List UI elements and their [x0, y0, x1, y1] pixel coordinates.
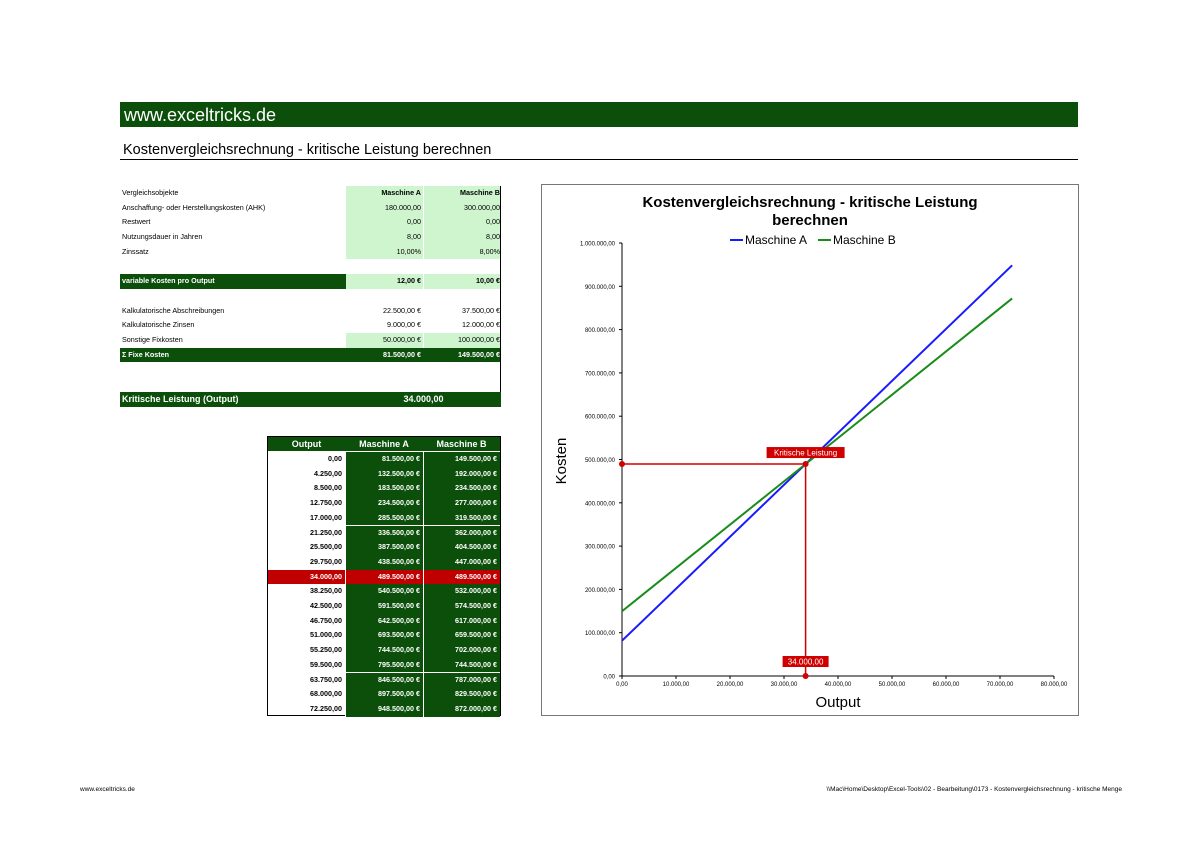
param-label: Kalkulatorische Abschreibungen: [122, 305, 225, 315]
legend-label: Maschine B: [833, 233, 896, 247]
param-row: [120, 304, 501, 319]
critical-x-label: 34.000,00: [787, 657, 824, 667]
cell-machine-b: 829.500,00 €: [423, 687, 500, 702]
cell-machine-b: 702.000,00 €: [423, 643, 500, 658]
page-title: Kostenvergleichsrechnung - kritische Leistung berechnen: [120, 142, 1078, 160]
cell-output: 72.250,00: [310, 703, 342, 713]
table-row: [268, 673, 500, 688]
param-value-b: [424, 289, 501, 304]
param-label: Nutzungsdauer in Jahren: [122, 232, 203, 242]
critical-point: [803, 461, 809, 467]
cell-output: 4.250,00: [314, 468, 342, 478]
table-row: [268, 584, 500, 599]
param-label: [120, 259, 346, 274]
param-label: Kalkulatorische Zinsen: [122, 320, 195, 330]
cell-output: 29.750,00: [310, 556, 342, 566]
param-row: [120, 348, 501, 363]
cell-machine-a: 132.500,00 €: [345, 467, 423, 482]
cost-table: [267, 436, 501, 716]
legend-label: Maschine A: [745, 233, 808, 247]
param-value-b: 8,00: [424, 230, 501, 245]
cell-machine-b: 574.500,00 €: [423, 599, 500, 614]
param-row: [120, 215, 501, 230]
y-axis-title: Kosten: [553, 437, 570, 485]
critical-output-value: 34.000,00: [403, 394, 444, 404]
critical-y-marker: [619, 461, 625, 467]
table-row: [268, 467, 500, 482]
param-value-b: 10,00 €: [424, 274, 501, 289]
cell-machine-a: 489.500,00 €: [345, 570, 423, 585]
y-tick-label: 400.000,00: [584, 501, 615, 508]
x-tick-label: 10.000,00: [662, 682, 690, 688]
table-row: [268, 599, 500, 614]
table-row-critical: [268, 570, 500, 585]
cell-machine-b: 319.500,00 €: [423, 511, 500, 526]
x-tick-label: 30.000,00: [770, 682, 798, 688]
table-row: [268, 496, 500, 511]
x-tick-label: 60.000,00: [932, 682, 960, 688]
cell-output: 17.000,00: [310, 512, 342, 522]
cell-machine-b: 149.500,00 €: [423, 452, 500, 467]
cell-machine-a: 183.500,00 €: [345, 481, 423, 496]
x-tick-label: 0,00: [616, 682, 628, 688]
cell-machine-b: 489.500,00 €: [423, 570, 500, 585]
cell-machine-a: 642.500,00 €: [345, 614, 423, 629]
cell-machine-b: 277.000,00 €: [423, 496, 500, 511]
param-value-b: 300.000,00: [424, 201, 501, 216]
cell-machine-b: 744.500,00 €: [423, 658, 500, 673]
param-label: Anschaffung- oder Herstellungskosten (AHK): [122, 202, 266, 212]
param-value-b: 8,00%: [424, 245, 501, 260]
param-row: [120, 245, 501, 260]
table-row: [268, 481, 500, 496]
param-value-b: [424, 259, 501, 274]
cell-machine-a: 693.500,00 €: [345, 628, 423, 643]
cell-machine-a: 795.500,00 €: [345, 658, 423, 673]
cell-output: 12.750,00: [310, 498, 342, 508]
y-tick-label: 700.000,00: [584, 371, 615, 378]
cell-machine-b: 659.500,00 €: [423, 628, 500, 643]
param-row: [120, 333, 501, 348]
param-value-b: 37.500,00 €: [462, 305, 500, 315]
table-row: [268, 540, 500, 555]
cell-machine-b: 404.500,00 €: [423, 540, 500, 555]
param-value-a: 8,00: [346, 230, 423, 245]
cell-output: 42.500,00: [310, 601, 342, 610]
x-axis-title: Output: [815, 694, 861, 711]
table-row: [268, 687, 500, 702]
cell-output: 46.750,00: [310, 615, 342, 625]
cell-machine-a: 846.500,00 €: [345, 673, 423, 688]
y-tick-label: 500.000,00: [584, 458, 615, 464]
cell-output: 8.500,00: [314, 483, 342, 493]
cell-machine-b: 532.000,00 €: [423, 584, 500, 599]
param-value-a: 9.000,00 €: [387, 320, 421, 330]
critical-output-row: [120, 392, 501, 407]
param-label: [120, 289, 346, 304]
param-row: [120, 186, 501, 201]
cell-machine-b: 447.000,00 €: [423, 555, 500, 570]
x-tick-label: 50.000,00: [878, 682, 906, 688]
param-value-a: 180.000,00: [346, 201, 423, 216]
y-tick-label: 1.000.000,00: [579, 241, 615, 248]
param-value-a: 50.000,00 €: [346, 333, 423, 348]
param-value-b: 0,00: [424, 215, 501, 230]
x-tick-label: 20.000,00: [716, 682, 744, 688]
param-row: [120, 318, 501, 333]
parameter-table: [120, 186, 501, 362]
cell-output: 68.000,00: [310, 689, 342, 699]
cell-machine-a: 591.500,00 €: [345, 599, 423, 614]
y-tick-label: 300.000,00: [584, 544, 615, 551]
footer-right: \\Mac\Home\Desktop\Excel-Tools\02 - Bearbeitung\0173 - Kostenvergleichsrechnung - kritische Menge: [826, 786, 1122, 793]
cell-output: 25.500,00: [310, 542, 342, 552]
header-machine-a: Maschine A: [359, 439, 409, 449]
cell-machine-a: 438.500,00 €: [345, 555, 423, 570]
chart-area: [541, 184, 1079, 716]
table-row: [268, 526, 500, 541]
table-row: [268, 452, 500, 467]
cell-machine-b: 787.000,00 €: [423, 673, 500, 688]
header-machine-b: Maschine B: [436, 439, 487, 449]
param-value-a: 0,00: [346, 215, 423, 230]
cell-output: 34.000,00: [310, 571, 342, 581]
critical-label: Kritische Leistung: [774, 448, 838, 458]
param-value-a: [346, 289, 423, 304]
param-label: Restwert: [122, 217, 151, 227]
site-banner: www.exceltricks.de: [120, 102, 1078, 127]
y-tick-label: 800.000,00: [584, 328, 615, 335]
cell-output: 55.250,00: [310, 645, 342, 655]
param-value-b: 100.000,00 €: [424, 333, 501, 348]
param-label: variable Kosten pro Output: [120, 274, 346, 289]
table-row: [268, 658, 500, 673]
param-row: [120, 289, 501, 304]
param-value-b: Maschine B: [424, 186, 501, 201]
cell-machine-a: 234.500,00 €: [345, 496, 423, 511]
cell-machine-a: 540.500,00 €: [345, 584, 423, 599]
param-value-a: Maschine A: [346, 186, 423, 201]
param-value-a: [346, 259, 423, 274]
cell-machine-a: 948.500,00 €: [345, 702, 423, 717]
x-tick-label: 80.000,00: [1040, 682, 1068, 688]
cell-machine-b: 234.500,00 €: [423, 481, 500, 496]
cell-output: 38.250,00: [310, 586, 342, 596]
cell-output: 0,00: [328, 454, 342, 463]
cell-machine-a: 285.500,00 €: [345, 511, 423, 526]
param-row: [120, 274, 501, 289]
critical-x-marker: [803, 673, 809, 679]
param-row: [120, 201, 501, 216]
param-label: Zinssatz: [122, 246, 149, 256]
cost-table-header: [268, 437, 500, 451]
table-row: [268, 511, 500, 526]
footer-left: www.exceltricks.de: [80, 786, 135, 793]
header-output: Output: [291, 439, 322, 449]
cell-machine-b: 362.000,00 €: [423, 526, 500, 541]
param-label: Vergleichsobjekte: [122, 188, 179, 197]
cell-output: 63.750,00: [310, 674, 342, 684]
cell-machine-b: 617.000,00 €: [423, 614, 500, 629]
y-tick-label: 600.000,00: [584, 414, 615, 421]
param-value-a: 81.500,00 €: [383, 349, 421, 359]
param-value-a: 22.500,00 €: [383, 305, 421, 315]
param-value-b: 12.000,00 €: [462, 320, 500, 330]
cell-machine-a: 336.500,00 €: [345, 526, 423, 541]
table-row: [268, 643, 500, 658]
y-tick-label: 900.000,00: [584, 284, 615, 291]
param-value-b: 149.500,00 €: [458, 349, 500, 359]
cell-machine-b: 872.000,00 €: [423, 702, 500, 717]
param-row: [120, 230, 501, 245]
cell-machine-a: 81.500,00 €: [345, 452, 423, 467]
chart-title: berechnen: [772, 212, 848, 229]
table-row: [268, 628, 500, 643]
cell-machine-b: 192.000,00 €: [423, 467, 500, 482]
x-tick-label: 40.000,00: [824, 682, 852, 688]
table-row: [268, 614, 500, 629]
y-tick-label: 200.000,00: [584, 587, 615, 594]
cell-machine-a: 387.500,00 €: [345, 540, 423, 555]
y-tick-label: 0,00: [603, 674, 615, 681]
table-row: [268, 555, 500, 570]
table-row: [268, 702, 500, 717]
cell-output: 21.250,00: [310, 527, 342, 537]
param-label: Σ Fixe Kosten: [122, 349, 170, 359]
cell-machine-a: 897.500,00 €: [345, 687, 423, 702]
cell-machine-a: 744.500,00 €: [345, 643, 423, 658]
param-value-a: 12,00 €: [346, 274, 423, 289]
critical-output-label: Kritische Leistung (Output): [122, 394, 239, 404]
x-tick-label: 70.000,00: [986, 682, 1014, 688]
cost-chart: [542, 185, 1078, 715]
param-value-a: 10,00%: [346, 245, 423, 260]
param-label: Sonstige Fixkosten: [122, 334, 183, 344]
param-row: [120, 259, 501, 274]
chart-title: Kostenvergleichsrechnung - kritische Leistung: [642, 194, 978, 211]
cell-output: 51.000,00: [310, 630, 342, 640]
cell-output: 59.500,00: [310, 659, 342, 669]
y-tick-label: 100.000,00: [584, 631, 615, 638]
